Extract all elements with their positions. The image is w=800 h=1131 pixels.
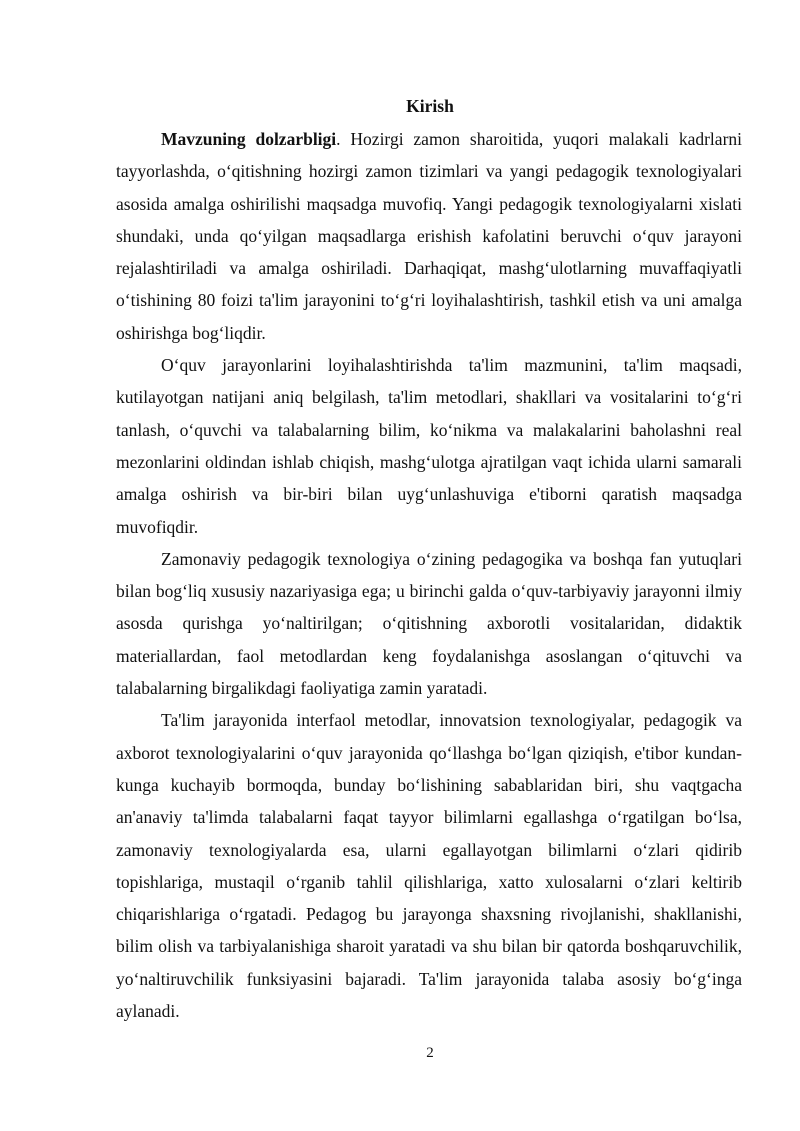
paragraph-text: . Hozirgi zamon sharoitida, yuqori malakali kadrlarni tayyorlashda, oʻqitishning hozirgi zamon tizimlari va yangi pedagogik texnologiyalari asosida amalga oshirilishi maqsadga muvofiq. Yangi pedagogik texnologiyalarni xislati shundaki, unda qoʻyilgan maqsadlarga erishish kafolatini beruvchi oʻquv jarayoni rejalashtiriladi va amalga oshiriladi. Darhaqiqat, mashgʻulotlarning muvaffaqiyatli oʻtishining 80 foizi ta'lim jarayonini toʻgʻri loyihalashtirish, tashkil etish va uni amalga oshirishga bogʻliqdir. xyxy=(116,129,743,343)
paragraph-lead: Mavzuning dolzarbligi xyxy=(161,129,337,149)
paragraph-design: Oʻquv jarayonlarini loyihalashtirishda ta'lim mazmunini, ta'lim maqsadi, kutilayotgan natijani aniq belgilash, ta'lim metodlari, shakllari va vositalarini toʻgʻri tanlash, oʻquvchi va talabalarning bilim, koʻnikma va malakalarini baholashni real mezonlarini oldindan ishlab chiqish, mashgʻulotga ajratilgan vaqt ichida ularni samarali amalga oshirish va bir-biri bilan uygʻunlashuviga e'tiborni qaratish maqsadga muvofiqdir. xyxy=(116,355,742,537)
paragraph-modern-technology: Zamonaviy pedagogik texnologiya oʻzining pedagogika va boshqa fan yutuqlari bilan bogʻliq xususiy nazariyasiga ega; u birinchi galda oʻquv-tarbiyaviy jarayonni ilmiy asosda qurishga yoʻnaltirilgan; oʻqitishning axborotli vositalaridan, didaktik materiallardan, faol metodlardan keng foydalanishga asoslangan oʻqituvchi va talabalarning birgalikdagi faoliyatiga zamin yaratadi. xyxy=(116,548,742,699)
document-body xyxy=(116,123,742,1027)
section-title: Kirish xyxy=(406,96,454,116)
paragraph-relevance xyxy=(116,123,742,349)
paragraph-interactive-methods: Ta'lim jarayonida interfaol metodlar, innovatsion texnologiyalar, pedagogik va axborot texnologiyalarini oʻquv jarayonida qoʻllashga boʻlgan qiziqish, e'tibor kundan-kunga kuchayib bormoqda, bunday boʻlishining sabablaridan biri, shu vaqtgacha an'anaviy ta'limda talabalarni faqat tayyor bilimlarni egallashga oʻrgatilgan boʻlsa, zamonaviy texnologiyalarda esa, ularni egallayotgan bilimlarni oʻzlari qidirib topishlariga, mustaqil oʻrganib tahlil qilishlariga, xatto xulosalarni oʻzlari keltirib chiqarishlariga oʻrgatadi. Pedagog bu jarayonga shaxsning rivojlanishi, shakllanishi, bilim olish va tarbiyalanishiga sharoit yaratadi va shu bilan bir qatorda boshqaruvchilik, yoʻnaltiruvchilik funksiyasini bajaradi. Ta'lim jarayonida talaba asosiy boʻgʻinga aylanadi. xyxy=(116,710,742,1022)
page-number: 2 xyxy=(426,1045,434,1061)
